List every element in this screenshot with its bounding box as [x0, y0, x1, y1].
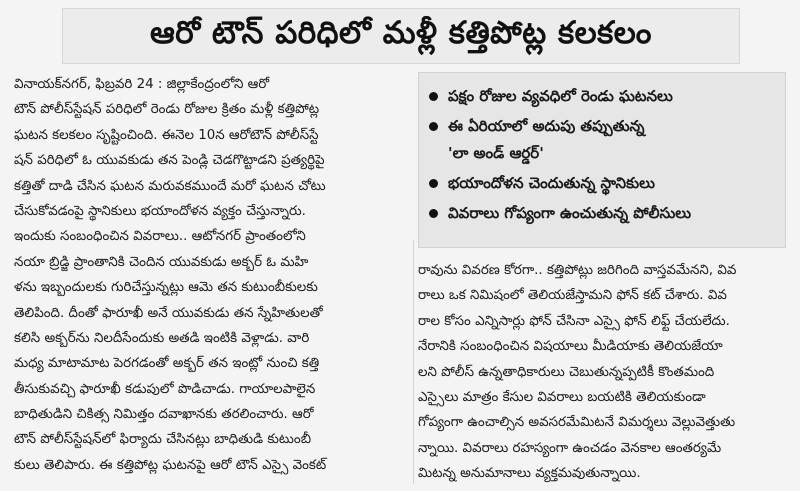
left-column	[14, 72, 414, 484]
body-line: కులు తెలిపారు. ఈ కత్తిపోట్ల ఘటనపై ఆరో టౌన్ ఎస్సై వెంకట్	[14, 457, 327, 473]
body-line: మధ్య మాటామాట పెరగడంతో అక్బర్ తన ఇంట్లో నుంచి కత్తి	[14, 356, 320, 372]
highlights-box	[418, 72, 786, 248]
bullet-icon	[429, 92, 438, 101]
body-line: కత్తితో దాడి చేసిన ఘటన మరువకముందే మరో ఘటన చోటు	[14, 178, 326, 194]
highlight-text: భయాందోళన చెందుతున్న స్థానికులు	[448, 174, 655, 192]
body-line: వినాయక్‌నగర్, ఫిబ్రవరి 24 : జిల్లాకేంద్రంలోని ఆరో	[14, 77, 270, 92]
highlight-text: ఈ ఏరియాలో అదుపు తప్పుతున్న	[448, 117, 645, 135]
body-line: రావును వివరణ కోరగా.. కత్తిపోట్లు జరిగింది వాస్తవమేనని, వివ	[418, 263, 737, 278]
column-divider	[413, 240, 414, 484]
body-line: న్నాయి. వివరాలు రహస్యంగా ఉంచడం వెనకాల ఆంతర్యమే	[418, 440, 722, 456]
body-line: కలిసి అక్బర్‌ను నిలదీసేందుకు అతడి ఇంటికి వెళ్లాడు. వారి	[14, 330, 310, 346]
highlight-text: పక్షం రోజుల వ్యవధిలో రెండు ఘటనలు	[448, 87, 673, 105]
body-line: ఇందుకు సంబంధించిన వివరాలు.. ఆటోనగర్ ప్రాంతంలోని	[14, 229, 306, 245]
body-line: నేరానికి సంబంధించిన విషయాలు మీడియాకు తెలియజేయా	[418, 339, 723, 355]
body-line: రాలు ఒక నిమిషంలో తెలియజేస్తామని ఫోన్ కట్ చేశారు. వివ	[418, 288, 727, 304]
body-line: గోప్యంగా ఉంచాల్సిన అవసరమేమిటనే విమర్శలు వెల్లువెత్తుతు	[418, 415, 736, 431]
highlight-text-wrap	[448, 113, 645, 167]
headline: ఆరో టౌన్ పరిధిలో మళ్లీ కత్తిపోట్ల కలకలం	[149, 14, 653, 51]
body-line: ఘటన కలకలం సృష్టించింది. ఈనెల 10న ఆరోటౌన్ పోలీస్‌స్టే	[14, 127, 319, 143]
body-line: ఎస్సైలు మాత్రం కేసుల వివరాలు బయటికి తెలియకుండా	[418, 389, 706, 405]
body-line: తెలిపింది. దీంతో ఫారూఖీ అనే యువకుడు తన స్నేహితులతో	[14, 305, 323, 321]
body-line: టౌన్ పోలీస్‌స్టేషన్ పరిధిలో రెండు రోజుల క్రితం మళ్లీ కత్తిపోట్ల	[14, 102, 320, 118]
body-line: ళను ఇబ్బందులకు గురిచేస్తున్నట్లు ఆమె తన కుటుంబీకులకు	[14, 280, 318, 296]
bullet-icon	[429, 209, 438, 218]
headline-banner	[62, 8, 740, 64]
body-line: చేసుకోవడంపై స్థానికులు భయాందోళన వ్యక్తం చేస్తున్నారు.	[14, 203, 306, 219]
bullet-icon	[429, 122, 438, 131]
body-line: లని పోలీస్ ఉన్నతాధికారులు చెబుతున్నప్పటికీ కొంతమంది	[418, 364, 715, 380]
highlight-item	[429, 83, 779, 110]
body-line: షన్ పరిధిలో ఓ యువకుడు తన పెండ్లి చెడగొట్టాడని ప్రత్యర్థిపై	[14, 153, 325, 169]
highlight-item	[429, 170, 779, 197]
body-line: తీసుకువచ్చి ఫారూఖీ కడుపులో పొడిచాడు. గాయాలపాలైన	[14, 381, 316, 397]
body-line: నయా బ్రిడ్జి ప్రాంతానికి చెందిన యువకుడు అక్బర్ ఓ మహి	[14, 254, 309, 270]
bullet-icon	[429, 179, 438, 188]
body-line: రాల కోసం ఎన్నిసార్లు ఫోన్ చేసినా ఎస్సై ఫోన్ లిఫ్ట్ చేయలేదు.	[418, 313, 730, 329]
highlight-text: వివరాలు గోప్యంగా ఉంచుతున్న పోలీసులు	[448, 204, 692, 222]
body-line: మిటన్న అనుమానాలు వ్యక్తమవుతున్నాయి.	[418, 466, 641, 482]
highlight-subtext: 'లా అండ్ ఆర్డర్'	[448, 144, 544, 162]
highlight-item	[429, 200, 779, 227]
body-line: టౌన్ పోలీస్‌స్టేషన్‌లో ఫిర్యాదు చేసినట్లు బాధితుడి కుటుంబీ	[14, 432, 312, 448]
right-column	[418, 258, 790, 484]
body-line: బాధితుడిని చికిత్స నిమిత్తం దవాఖానకు తరలించారు. ఆరో	[14, 407, 314, 423]
highlight-item	[429, 113, 779, 167]
